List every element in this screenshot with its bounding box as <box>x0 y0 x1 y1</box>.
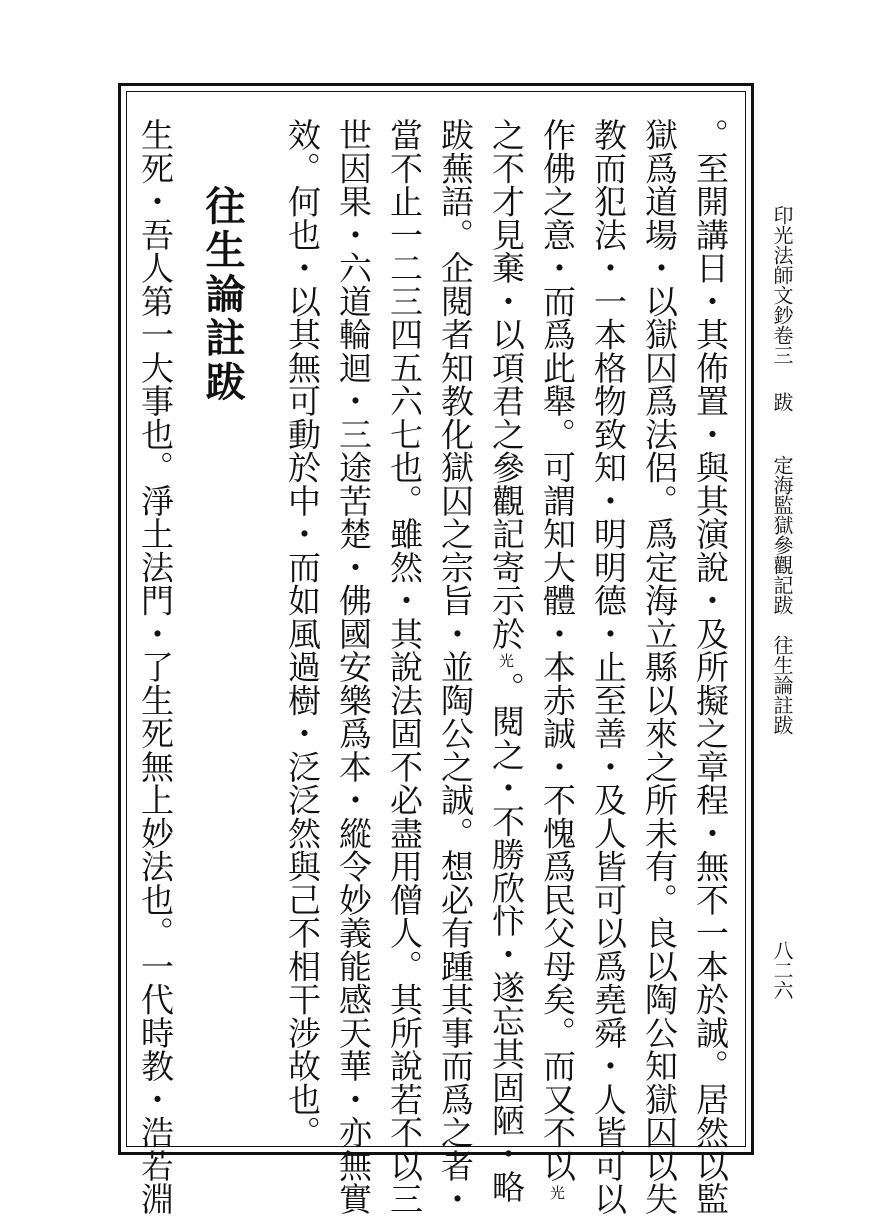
text-column-5-note: 光 <box>497 653 515 669</box>
text-column-7: 當不止一二三四五六七也。雖然・其說法固不必盡用僧人。其所說若不以三 <box>385 118 424 1216</box>
text-column-4 <box>538 118 577 1203</box>
text-column-8: 世因果・六道輪迴・三途苦楚・佛國安樂爲本・縱令妙義能感天華・亦無實 <box>334 118 373 1216</box>
page-number: 八二六 <box>770 940 794 1000</box>
text-column-2: 獄爲道場・以獄囚爲法侶。爲定海立縣以來之所未有。良以陶公知獄囚以失 <box>640 118 679 1216</box>
text-column-4-note: 光 <box>548 1185 566 1201</box>
chapter-titles: 定海監獄參觀記跋 往生論註跋 <box>770 455 794 735</box>
text-column-10: 生死・吾人第一大事也。淨土法門・了生死無上妙法也。一代時教・浩若淵 <box>136 118 175 1216</box>
text-column-9: 效。何也・以其無可動於中・而如風過樹・泛泛然與己不相干涉故也。 <box>283 118 322 1149</box>
section-label: 跋 <box>770 392 794 412</box>
text-column-3: 教而犯法・一本格物致知・明明德・止至善・及人皆可以爲堯舜・人皆可以 <box>589 118 628 1216</box>
text-column-5-post: 。閱之・不勝欣忭・遂忘其固陋・略 <box>487 671 526 1204</box>
book-title: 印光法師文鈔卷三 <box>770 205 794 365</box>
text-column-5 <box>487 118 526 1204</box>
section-heading: 往生論註跋 <box>199 185 246 405</box>
text-column-6: 跋蕪語。企閱者知教化獄囚之宗旨・並陶公之誠。想必有踵其事而爲之者・ <box>436 118 475 1216</box>
text-column-5-pre: 之不才見棄・以項君之參觀記寄示於 <box>487 118 526 650</box>
text-column-4-main: 作佛之意・而爲此舉。可謂知大體・本赤誠・不愧爲民父母矣。而又不以 <box>538 118 577 1182</box>
text-column-1: 。至開講日・其佈置・與其演說・及所擬之章程・無不一本於誠。居然以監 <box>691 118 730 1216</box>
